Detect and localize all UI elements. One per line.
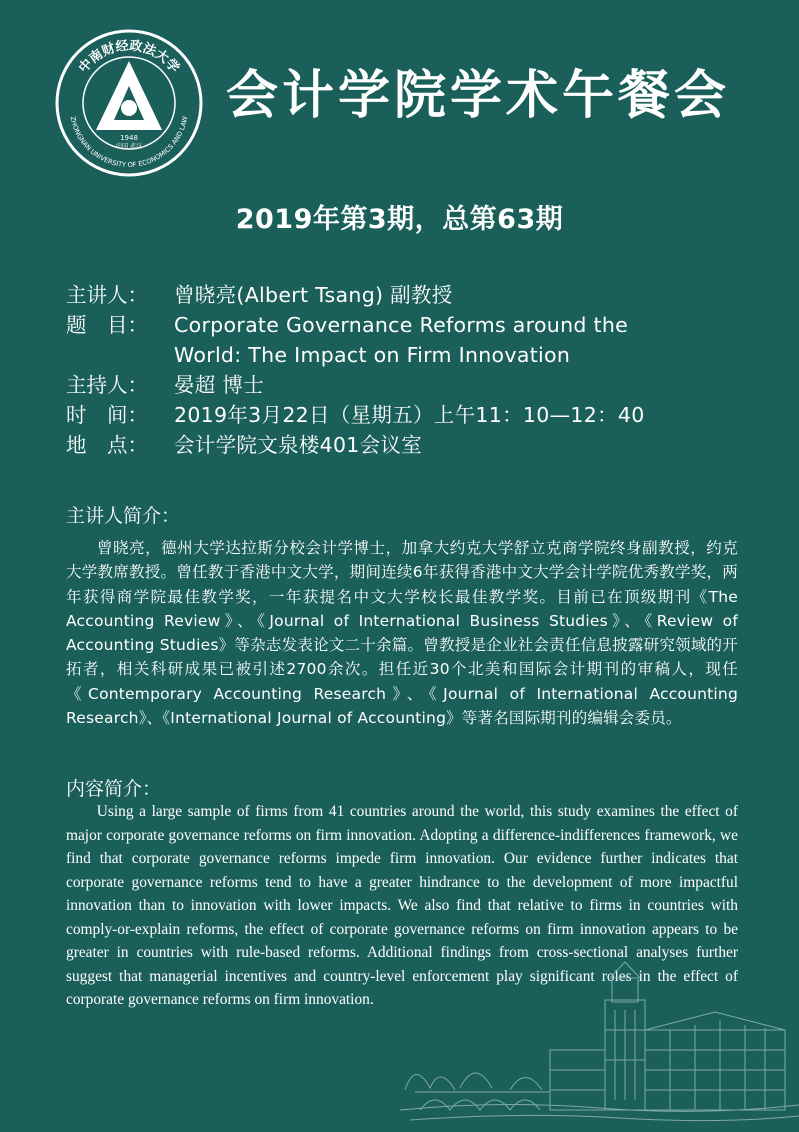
time-value: 2019年3月22日（星期五）上午11：10—12：40 — [174, 403, 645, 427]
speaker-bio: 曾晓亮，德州大学达拉斯分校会计学博士，加拿大约克大学舒立克商学院终身副教授，约克大学教席教授。曾任教于香港中文大学，期间连续6年获得香港中文大学会计学院优秀教学奖，两年获得商学院最佳教学奖，一年获提名中文大学校长最佳教学奖。目前已在顶级期刊《The Accounting Review》、《Journal of International Business Studies》、《Review of Accounting Studies》等杂志发表论文二十余篇。曾教授是企业社会责任信息披露研究领域的开拓者，相关科研成果已被引述2700余次。担任近30个北美和国际会计期刊的审稿人，现任《Contemporary Accounting Research》、《Journal of International Accounting Research》、《International Journal of Accounting》等著名国际期刊的编辑会委员。 — [66, 539, 738, 728]
campus-sketch-illustration — [400, 960, 799, 1132]
svg-text:ZHONGNAN UNIVERSITY OF ECONOMI: ZHONGNAN UNIVERSITY OF ECONOMICS AND LAW — [68, 115, 190, 170]
university-seal-logo — [54, 28, 204, 178]
host-label: 主持人： — [66, 373, 148, 397]
time-row — [66, 400, 786, 430]
svg-text:中南财经政法大学: 中南财经政法大学 — [76, 38, 182, 77]
time-label: 时 间： — [66, 403, 148, 427]
speaker-label: 主讲人： — [66, 283, 148, 307]
topic-line-1: Corporate Governance Reforms around the — [174, 313, 629, 337]
topic-value — [174, 310, 786, 370]
svg-text:中国 武汉: 中国 武汉 — [116, 143, 142, 150]
speaker-row — [66, 280, 786, 310]
host-value: 晏超 博士 — [174, 373, 265, 397]
abstract-heading: 内容简介： — [66, 778, 162, 800]
place-value: 会计学院文泉楼401会议室 — [174, 433, 423, 457]
topic-line-2: World: The Impact on Firm Innovation — [174, 343, 571, 367]
poster-title: 会计学院学术午餐会 — [226, 65, 731, 126]
issue-number: 2019年第3期，总第63期 — [235, 204, 564, 235]
speaker-value: 曾晓亮(Albert Tsang) 副教授 — [174, 283, 453, 307]
topic-label: 题 目： — [66, 313, 148, 337]
place-label: 地 点： — [66, 433, 148, 457]
place-row — [66, 430, 786, 460]
bio-heading: 主讲人简介： — [66, 505, 181, 527]
svg-text:1948: 1948 — [120, 134, 138, 142]
abstract-text: Using a large sample of firms from 41 countries around the world, this study examines the effect of major corporate governance reforms on firm innovation. Adopting a difference-indifferences framework, we find that corporate governance reforms impede firm innovation. Our evidence further indicates that corporate governance reforms tend to have a greater hindrance to the development of more impactful innovation than to innovation with lower impacts. We also find that relative to firms in countries with comply-or-explain reforms, the effect of corporate governance reforms on firm innovation appears to be greater in countries with rule-based reforms. Additional findings from cross-sectional analyses further suggest that managerial incentives and country-level enforcement play significant roles in the effect of corporate governance reforms on firm innovation. — [66, 803, 738, 1008]
topic-row — [66, 310, 786, 370]
host-row — [66, 370, 786, 400]
event-info — [66, 280, 786, 460]
